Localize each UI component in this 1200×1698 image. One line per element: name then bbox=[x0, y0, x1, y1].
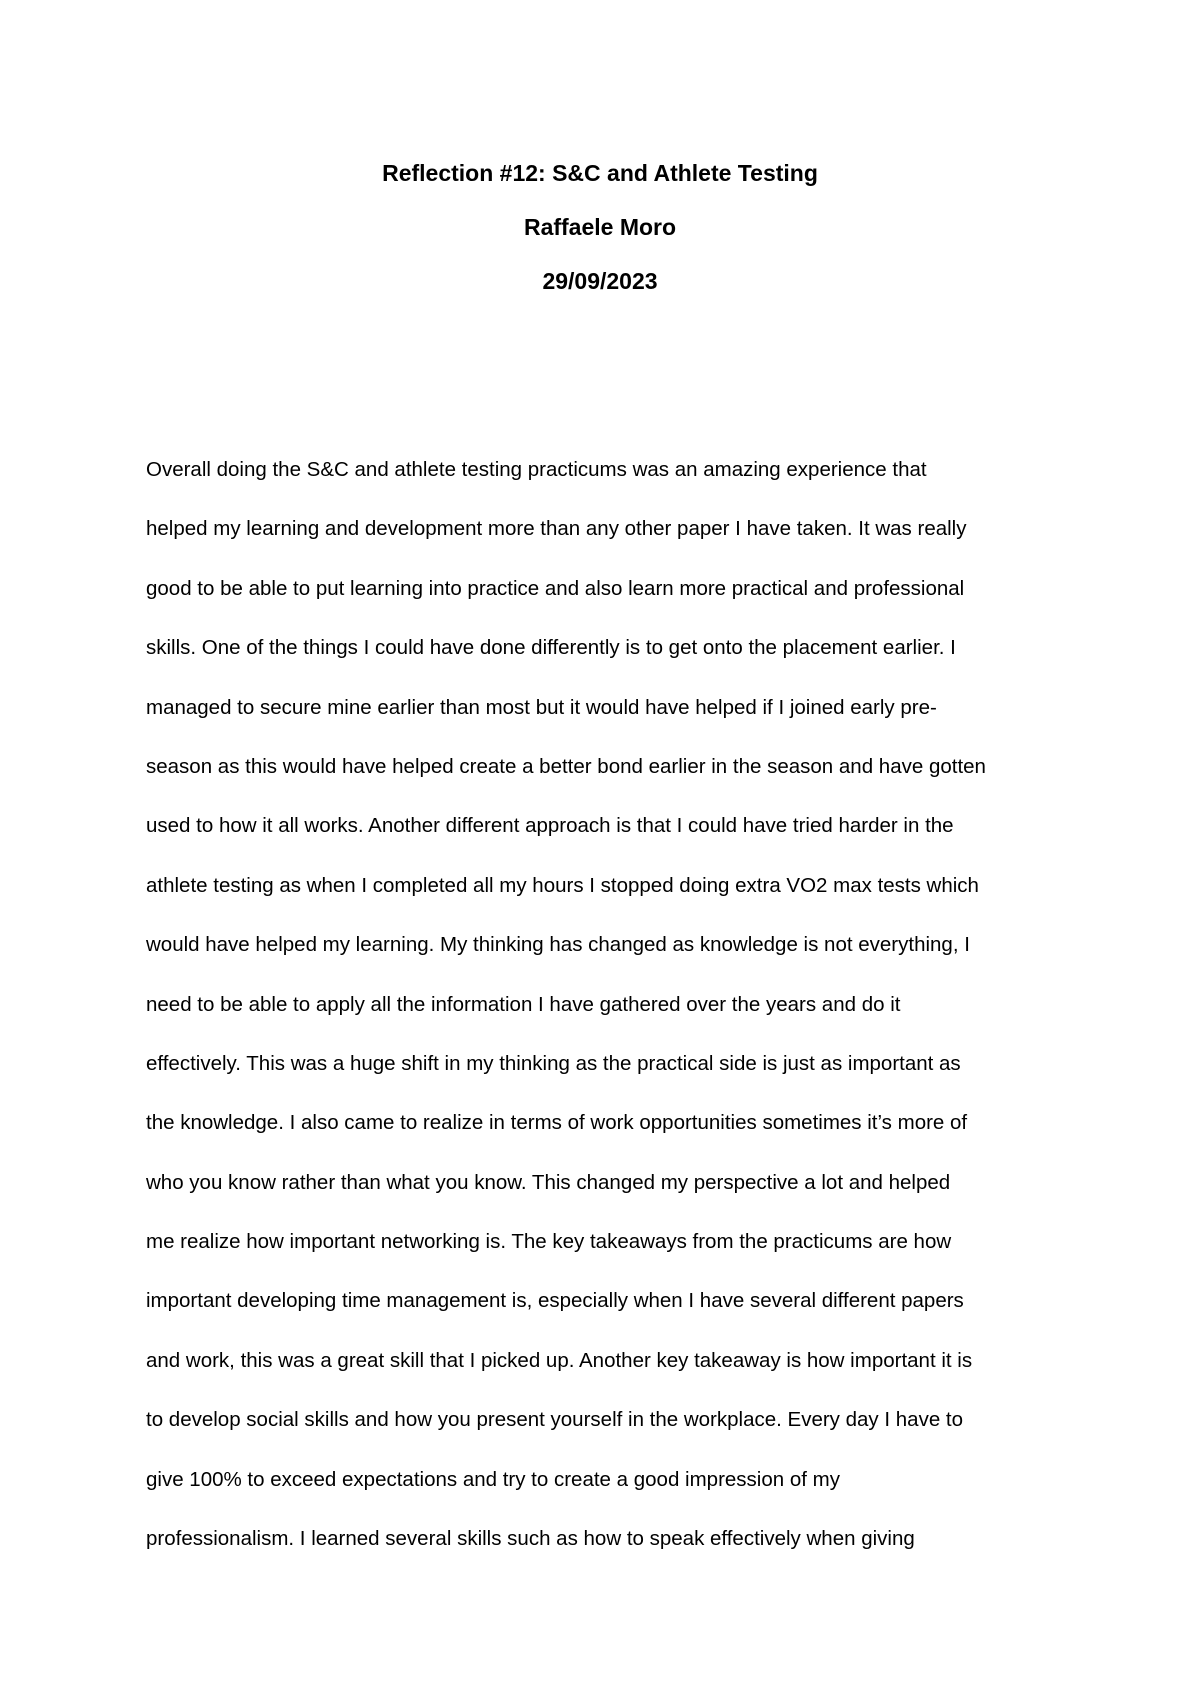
body-line: important developing time management is, especially when I have several different papers bbox=[146, 1289, 964, 1313]
body-paragraph bbox=[146, 440, 1066, 1568]
body-line: helped my learning and development more than any other paper I have taken. It was really bbox=[146, 517, 967, 541]
body-line: me realize how important networking is. The key takeaways from the practicums are how bbox=[146, 1230, 952, 1254]
author-name: Raffaele Moro bbox=[523, 214, 677, 240]
body-line: to develop social skills and how you present yourself in the workplace. Every day I have to bbox=[146, 1408, 964, 1432]
body-line: professionalism. I learned several skills such as how to speak effectively when giving bbox=[146, 1527, 915, 1551]
body-line: used to how it all works. Another different approach is that I could have tried harder in the bbox=[146, 814, 954, 838]
title-block bbox=[0, 146, 1200, 308]
body-line: the knowledge. I also came to realize in terms of work opportunities sometimes it’s more of bbox=[146, 1111, 968, 1135]
body-line: skills. One of the things I could have done differently is to get onto the placement earlier. I bbox=[146, 636, 956, 660]
body-line: season as this would have helped create a better bond earlier in the season and have gotten bbox=[146, 754, 986, 778]
body-line: athlete testing as when I completed all my hours I stopped doing extra VO2 max tests which bbox=[146, 873, 979, 897]
body-line: give 100% to exceed expectations and try to create a good impression of my bbox=[146, 1467, 840, 1491]
body-line: who you know rather than what you know. This changed my perspective a lot and helped bbox=[146, 1170, 951, 1194]
body-line: and work, this was a great skill that I picked up. Another key takeaway is how important it is bbox=[146, 1348, 973, 1372]
body-line: good to be able to put learning into practice and also learn more practical and professional bbox=[146, 576, 965, 600]
body-line: managed to secure mine earlier than most but it would have helped if I joined early pre- bbox=[146, 695, 937, 719]
document-date: 29/09/2023 bbox=[542, 268, 658, 294]
document-title: Reflection #12: S&C and Athlete Testing bbox=[382, 160, 818, 186]
body-line: would have helped my learning. My thinking has changed as knowledge is not everything, I bbox=[146, 933, 970, 957]
body-line: Overall doing the S&C and athlete testing practicums was an amazing experience that bbox=[146, 458, 927, 481]
body-line: need to be able to apply all the information I have gathered over the years and do it bbox=[146, 992, 901, 1016]
body-line: effectively. This was a huge shift in my thinking as the practical side is just as important as bbox=[146, 1051, 961, 1075]
